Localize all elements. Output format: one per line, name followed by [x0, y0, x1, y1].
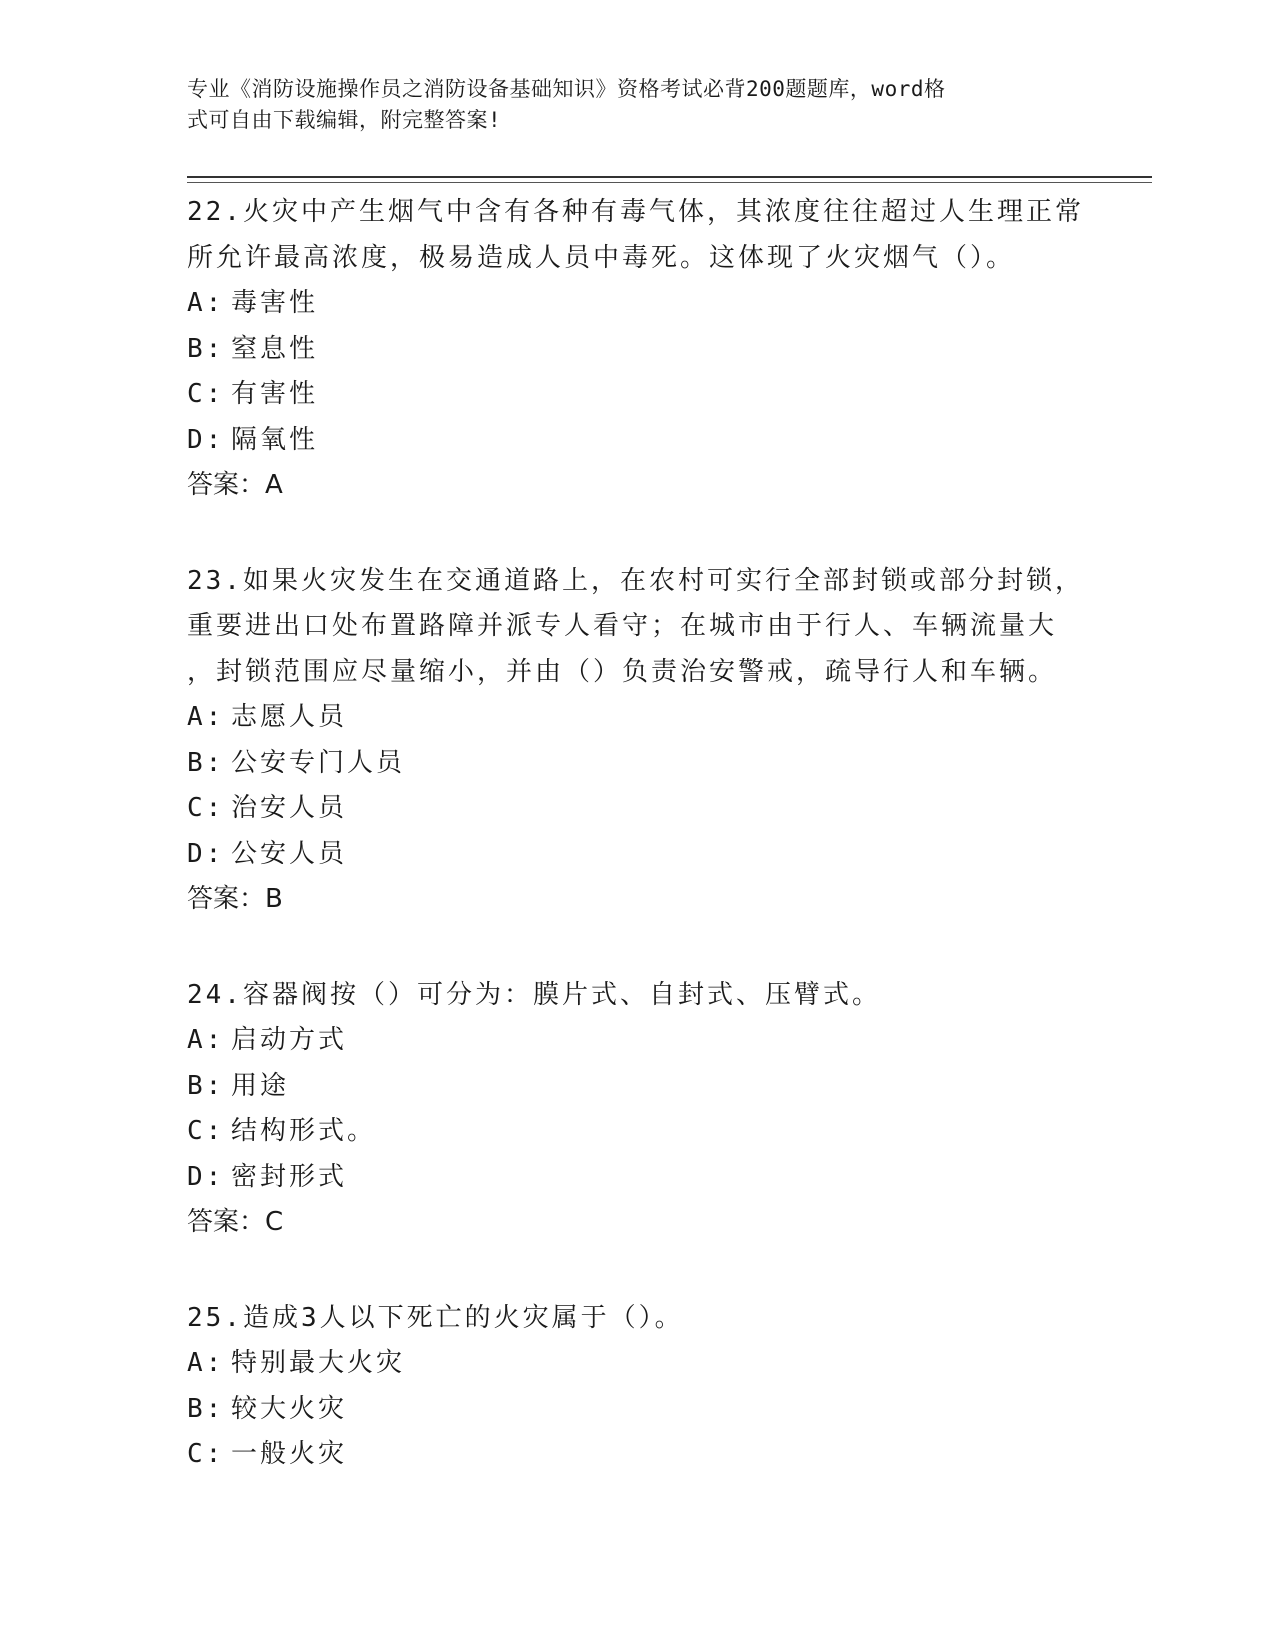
answer-line: 答案：C: [187, 1207, 284, 1237]
question-text-line: 重要进出口处布置路障并派专人看守；在城市由于行人、车辆流量大: [187, 611, 1058, 641]
question-block: [187, 1296, 1087, 1478]
answer-option: [187, 1064, 1087, 1110]
option-text: 治安人员: [231, 793, 348, 823]
header-rule-thin: [187, 182, 1152, 183]
option-text: 密封形式: [231, 1161, 348, 1192]
option-key: A:: [187, 1025, 225, 1055]
option-text: 隔氧性: [231, 424, 319, 455]
option-text: 特别最大火灾: [231, 1348, 406, 1378]
option-key: C:: [187, 1116, 225, 1146]
question-block: [187, 559, 1087, 923]
option-text: 公安人员: [231, 838, 348, 869]
document-header: [187, 74, 1067, 136]
option-key: B:: [187, 747, 225, 778]
answer-option: [187, 832, 1087, 878]
option-key: C:: [187, 793, 225, 823]
answer-line: 答案：B: [187, 884, 283, 914]
option-text: 有害性: [231, 379, 319, 409]
option-key: A:: [187, 702, 225, 732]
question-block: [187, 973, 1087, 1246]
question-text-line: ，封锁范围应尽量缩小，并由（）负责治安警戒，疏导行人和车辆。: [187, 656, 1058, 687]
question-text-line: 23.如果火灾发生在交通道路上，在农村可实行全部封锁或部分封锁，: [187, 565, 1084, 596]
option-key: A:: [187, 288, 225, 318]
header-rule-thick: [187, 176, 1152, 178]
question-text-line: 所允许最高浓度，极易造成人员中毒死。这体现了火灾烟气（）。: [187, 242, 1016, 273]
option-key: D:: [187, 1161, 225, 1192]
option-text: 用途: [231, 1070, 290, 1101]
answer-option: [187, 418, 1087, 464]
option-key: D:: [187, 838, 225, 869]
answer-option: [187, 786, 1087, 832]
question-block: [187, 190, 1087, 509]
answer-option: [187, 1018, 1087, 1064]
answer-option: [187, 1109, 1087, 1155]
question-text-line: 24.容器阀按（）可分为：膜片式、自封式、压臂式。: [187, 979, 881, 1010]
option-text: 志愿人员: [231, 702, 348, 732]
header-line-1: 专业《消防设施操作员之消防设备基础知识》资格考试必背200题题库，word格: [187, 77, 946, 101]
question-text-line: 25.造成3人以下死亡的火灾属于（）。: [187, 1302, 684, 1333]
option-text: 公安专门人员: [231, 747, 406, 778]
option-text: 一般火灾: [231, 1439, 348, 1469]
option-key: B:: [187, 333, 225, 364]
option-text: 较大火灾: [231, 1393, 348, 1424]
answer-option: [187, 695, 1087, 741]
header-line-2: 式可自由下载编辑，附完整答案!: [187, 108, 502, 132]
answer-line: 答案：A: [187, 470, 283, 500]
answer-option: [187, 1432, 1087, 1478]
question-list: [187, 190, 1087, 1528]
answer-option: [187, 327, 1087, 373]
option-key: D:: [187, 424, 225, 455]
answer-option: [187, 1155, 1087, 1201]
option-text: 结构形式。: [231, 1116, 377, 1146]
option-key: C:: [187, 379, 225, 409]
answer-option: [187, 741, 1087, 787]
answer-option: [187, 372, 1087, 418]
option-text: 窒息性: [231, 333, 319, 364]
option-text: 毒害性: [231, 288, 319, 318]
option-key: B:: [187, 1393, 225, 1424]
option-key: B:: [187, 1070, 225, 1101]
option-key: C:: [187, 1439, 225, 1469]
answer-option: [187, 1341, 1087, 1387]
option-key: A:: [187, 1348, 225, 1378]
option-text: 启动方式: [231, 1025, 348, 1055]
answer-option: [187, 1387, 1087, 1433]
answer-option: [187, 281, 1087, 327]
question-text-line: 22.火灾中产生烟气中含有各种有毒气体，其浓度往往超过人生理正常: [187, 197, 1084, 227]
